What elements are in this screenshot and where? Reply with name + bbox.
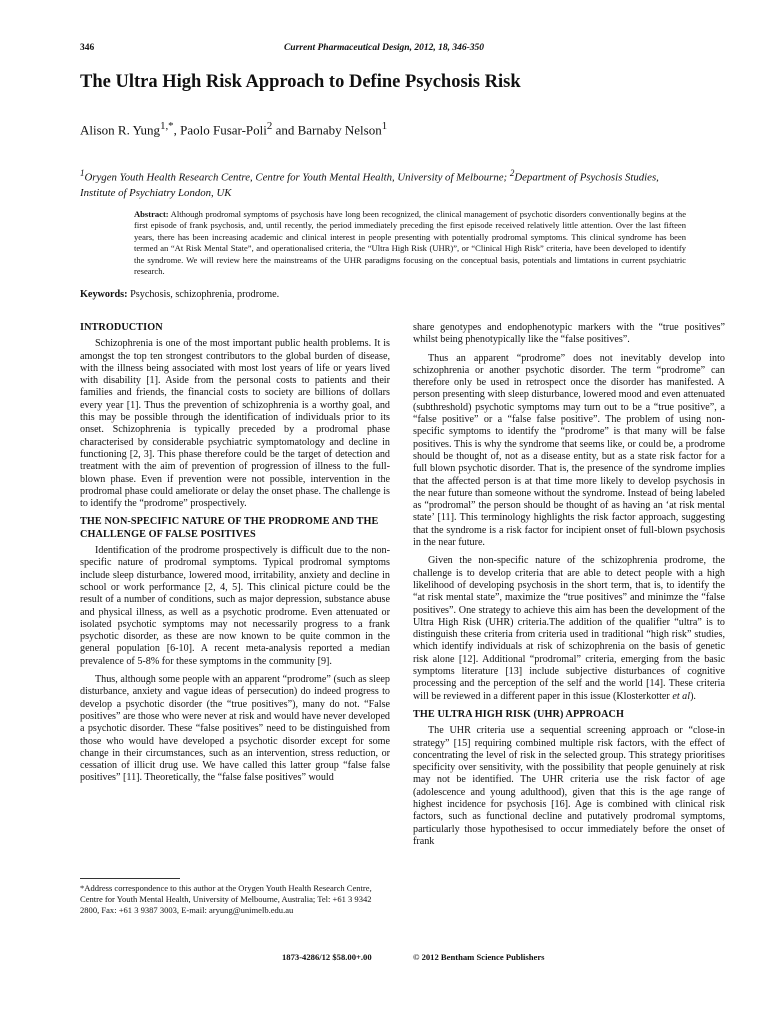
paragraph-text: ). bbox=[690, 690, 696, 702]
author-affiliation-mark: 1,* bbox=[160, 120, 174, 132]
affiliations bbox=[80, 166, 688, 201]
author-name: and Barnaby Nelson bbox=[272, 122, 382, 138]
affiliation-text: Department of Psychosis Studies, Institute of Psychiatry London, UK bbox=[80, 171, 659, 199]
abstract-text: Although prodromal symptoms of psychosis have long been recognized, the clinical management of psychotic disorders conventionally begins at the first episode of frank psychosis, and, until recently, the period immediately preceding the first episode received relatively little attention. Over the last fifteen years, there has been increasing academic and clinical interest in people presenting with potentially prodromal symptoms. This clinical syndrome has been termed an “At Risk Mental State”, and operationalised criteria, the “Ultra High Risk (UHR)”, or “Clinical High Risk” criteria, have been developed to identify the syndrome. We will review here the mainstreams of the UHR paradigms focusing on the conceptual basis, potentials and limtations in current psychiatric research. bbox=[134, 209, 686, 277]
author-affiliation-mark: 1 bbox=[381, 120, 388, 132]
keywords-text: Psychosis, schizophrenia, prodrome. bbox=[127, 289, 280, 300]
keywords-label: Keywords: bbox=[80, 289, 128, 300]
paragraph: Thus, although some people with an apparent “prodrome” (such as sleep disturbance, anxiety and vague ideas of persecution) do indeed progress to develop a psychotic disorder (the “true positives”), many do not. “False positives” are those who were never at risk and would have never developed a psychotic disorder. These “false positives” need to be distinguished from those who would have developed a psychotic disorder except for some change in their circumstances, such as an intervention, stress reduction, or cessation of illicit drug use. We have called this latter group “false false positives” [11]. Theoretically, the “false false positives” would bbox=[80, 674, 390, 784]
paragraph-italic: et al bbox=[672, 690, 691, 702]
left-column bbox=[80, 322, 390, 791]
page-number: 346 bbox=[80, 43, 95, 53]
journal-citation: Current Pharmaceutical Design, 2012, 18, 346-350 bbox=[283, 43, 485, 53]
author-name: Alison R. Yung bbox=[80, 122, 161, 138]
section-heading-nonspecific: THE NON-SPECIFIC NATURE OF THE PRODROME AND THE CHALLENGE OF FALSE POSITIVES bbox=[80, 516, 379, 540]
affiliation-text: Orygen Youth Health Research Centre, Centre for Youth Mental Health, University of Melbourne; bbox=[84, 171, 510, 184]
correspondence-footnote: *Address correspondence to this author at the Orygen Youth Health Research Centre, Centre for Youth Mental Health, University of Melbourne, Australia; Tel: +61 3 9342 2800, Fax: +61 3 9387 3003, E-mail: aryung@unimelb.edu.au bbox=[80, 883, 372, 916]
page-footer bbox=[0, 952, 768, 964]
section-heading-introduction: INTRODUCTION bbox=[80, 322, 163, 333]
author-affiliation-mark: 2 bbox=[266, 120, 273, 132]
right-column bbox=[413, 322, 725, 854]
section-heading-uhr: THE ULTRA HIGH RISK (UHR) APPROACH bbox=[413, 708, 625, 720]
running-head bbox=[80, 43, 688, 57]
abstract bbox=[134, 209, 686, 277]
footnote-rule bbox=[80, 878, 180, 879]
paragraph: The UHR criteria use a sequential screening approach or “close-in strategy” [15] requiring combined multiple risk factors, with the effect of concentrating the level of risk in the selected group. This strategy prioritises specificity over sensitivity, with the possibility that people genuinely at risk may not be identified. The UHR criteria use the risk factor of age (adolescence and young adulthood), given that this is the age range of highest incidence for psychosis [16]. Age is combined with clinical risk factors, such as functional decline and putatively prodromal symptoms, particularly those hypothesised to occur immediately before the onset of frank bbox=[413, 725, 725, 847]
paragraph-text: Given the non-specific nature of the schizophrenia prodrome, the challenge is to develop criteria that are able to detect people with a high likelihood of developing psychosis in the short term, that is, to identify the “at risk mental state”, maximize the “true positives” and minimze the “false positives”. One strategy to achieve this aim has been the development of the Ultra High Risk (UHR) criteria.The addition of the qualifier “ultra” is to distinguish these criteria from criteria used in traditional “high risk” studies, which identify individuals at risk of schizophrenia on the basis of genetic risk alone [12]. Additional “prodromal” criteria, emerging from the basic symptoms literature [13] include subjective disturbances of cognitive processing and the perception of the self and the world [14]. These criteria will be reviewed in a different paper in this issue (Klosterkotter bbox=[413, 555, 725, 702]
author-name: , Paolo Fusar-Poli bbox=[173, 122, 267, 138]
abstract-label: Abstract: bbox=[134, 209, 169, 219]
issn-price: 1873-4286/12 $58.00+.00 bbox=[282, 952, 372, 962]
paragraph: Identification of the prodrome prospectively is difficult due to the non-specific nature of prodromal symptoms. Typical prodromal symptoms include sleep disturbance, lowered mood, irritability, anxiety and decline in school or work performance [2, 4, 5]. This clinical picture could be the result of a number of conditions, such as major depression, substance abuse and physical illness, as well as a psychotic prodrome. Even attenuated or isolated psychotic symptoms may not necessarily progress to a frank psychotic disorder, as these are now known to be quite common in the general population [6-10]. A recent meta-analysis reported a median prevalence of 5-8% for these symptoms in the community [9]. bbox=[80, 545, 390, 667]
paragraph bbox=[413, 555, 725, 703]
copyright: © 2012 Bentham Science Publishers bbox=[413, 952, 545, 962]
keywords bbox=[80, 289, 688, 300]
author-list bbox=[80, 120, 688, 138]
affiliation-mark: 1 bbox=[80, 168, 85, 178]
article-title: The Ultra High Risk Approach to Define Psychosis Risk bbox=[80, 72, 521, 92]
paragraph: share genotypes and endophenotypic markers with the “true positives” whilst being phenotypically like the “false positives”. bbox=[413, 322, 725, 346]
paragraph: Thus an apparent “prodrome” does not inevitably develop into schizophrenia or another psychotic disorder. The term “prodrome” can therefore only be used in retrospect once the disorder has manifested. A person presenting with sleep disturbance, lowered mood and even attenuated (subthreshold) psychotic symptoms may turn out to be a “true positive”, a “false positive” or a “false false positive”. The problem of using non-specific symptoms to identify the “prodrome” is that many will be false positives. This is why the syndrome that seems like, or could be, a prodrome should be thought of, not as a disease entity, but as a state risk factor for a full blown psychotic disorder. That is, the presence of the syndrome implies that the affected person is at that time more likely to develop psychosis in the near future than someone without the syndrome. Instead of being labeled as “prodromal” the person should be thought of as having an ‘at risk mental state’ [11]. This terminology highlights the risk factor approach, suggesting that the syndrome is a risk factor for incipient onset of full-blown psychosis in the near future. bbox=[413, 352, 725, 549]
affiliation-mark: 2 bbox=[509, 168, 515, 178]
paragraph: Schizophrenia is one of the most important public health problems. It is amongst the top ten strongest contributors to the global burden of disease, with the illness being associated with most lost years of life or years lived with disability [1]. Aside from the personal costs to patients and their families and friends, the financial costs to society are billions of dollars every year [1]. Thus the prevention of schizophrenia is a worthy goal, and this may be possible through the identification of individuals prior to its onset. Schizophrenia is typically preceded by a prodromal phase characterised by considerable psychiatric symptomatology and decline in functioning [2, 3]. This phase therefore could be the target of detection and treatment with the aim of prevention of progression of illness to the full-blown phase. Even if prevention were not possible, intervention in the prodromal phase could ameliorate or delay the onset phase. The challenge is to identify the “prodrome” prospectively. bbox=[80, 338, 390, 510]
